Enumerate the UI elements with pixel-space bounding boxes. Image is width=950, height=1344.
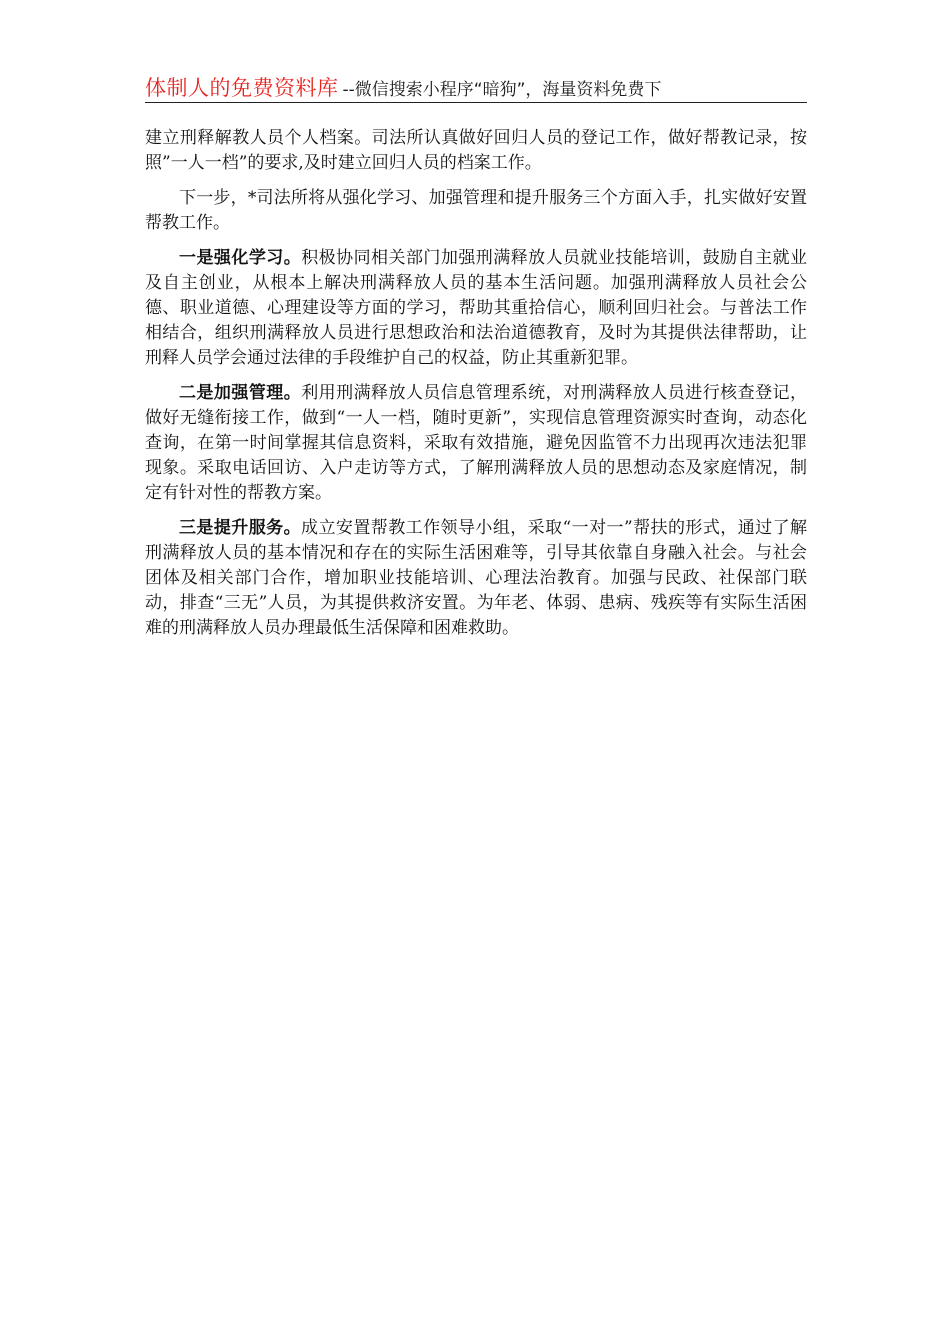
paragraph-text: 下一步，*司法所将从强化学习、加强管理和提升服务三个方面入手，扎实做好安置帮教工作。: [145, 188, 807, 233]
paragraph-study: [145, 246, 807, 371]
document-body: [145, 126, 807, 651]
paragraph-text: 利用刑满释放人员信息管理系统，对刑满释放人员进行核查登记，做好无缝衔接工作，做到“一人一档，随时更新”，实现信息管理资源实时查询，动态化查询，在第一时间掌握其信息资料，采取有效措施，避免因监管不力出现再次违法犯罪现象。采取电话回访、入户走访等方式，了解刑满释放人员的思想动态及家庭情况，制定有针对性的帮教方案。: [145, 383, 808, 503]
paragraph-service: [145, 516, 807, 641]
paragraph-text: 成立安置帮教工作领导小组，采取“一对一”帮扶的形式，通过了解刑满释放人员的基本情况和存在的实际生活困难等，引导其依靠自身融入社会。与社会团体及相关部门合作，增加职业技能培训、心理法治教育。加强与民政、社保部门联动，排查“三无”人员，为其提供救济安置。为年老、体弱、患病、残疾等有实际生活困难的刑满释放人员办理最低生活保障和困难救助。: [145, 518, 808, 638]
paragraph-lead: 三是提升服务。: [179, 518, 302, 538]
paragraph-text: 积极协同相关部门加强刑满释放人员就业技能培训，鼓励自主就业及自主创业，从根本上解决刑满释放人员的基本生活问题。加强刑满释放人员社会公德、职业道德、心理建设等方面的学习，帮助其重拾信心，顺利回归社会。与普法工作相结合，组织刑满释放人员进行思想政治和法治道德教育，及时为其提供法律帮助，让刑释人员学会通过法律的手段维护自己的权益，防止其重新犯罪。: [145, 248, 808, 368]
paragraph-management: [145, 381, 807, 506]
paragraph-next-step: [145, 186, 807, 236]
paragraph-text: 建立刑释解教人员个人档案。司法所认真做好回归人员的登记工作，做好帮教记录，按照”一人一档”的要求,及时建立回归人员的档案工作。: [145, 128, 807, 173]
paragraph-lead: 二是加强管理。: [179, 383, 302, 403]
header-tagline: --微信搜索小程序“暗狗”，海量资料免费下: [342, 80, 662, 100]
paragraph-archive: [145, 126, 807, 176]
page-header: [145, 72, 807, 103]
paragraph-lead: 一是强化学习。: [179, 248, 302, 268]
header-brand: 体制人的免费资料库: [145, 76, 339, 100]
